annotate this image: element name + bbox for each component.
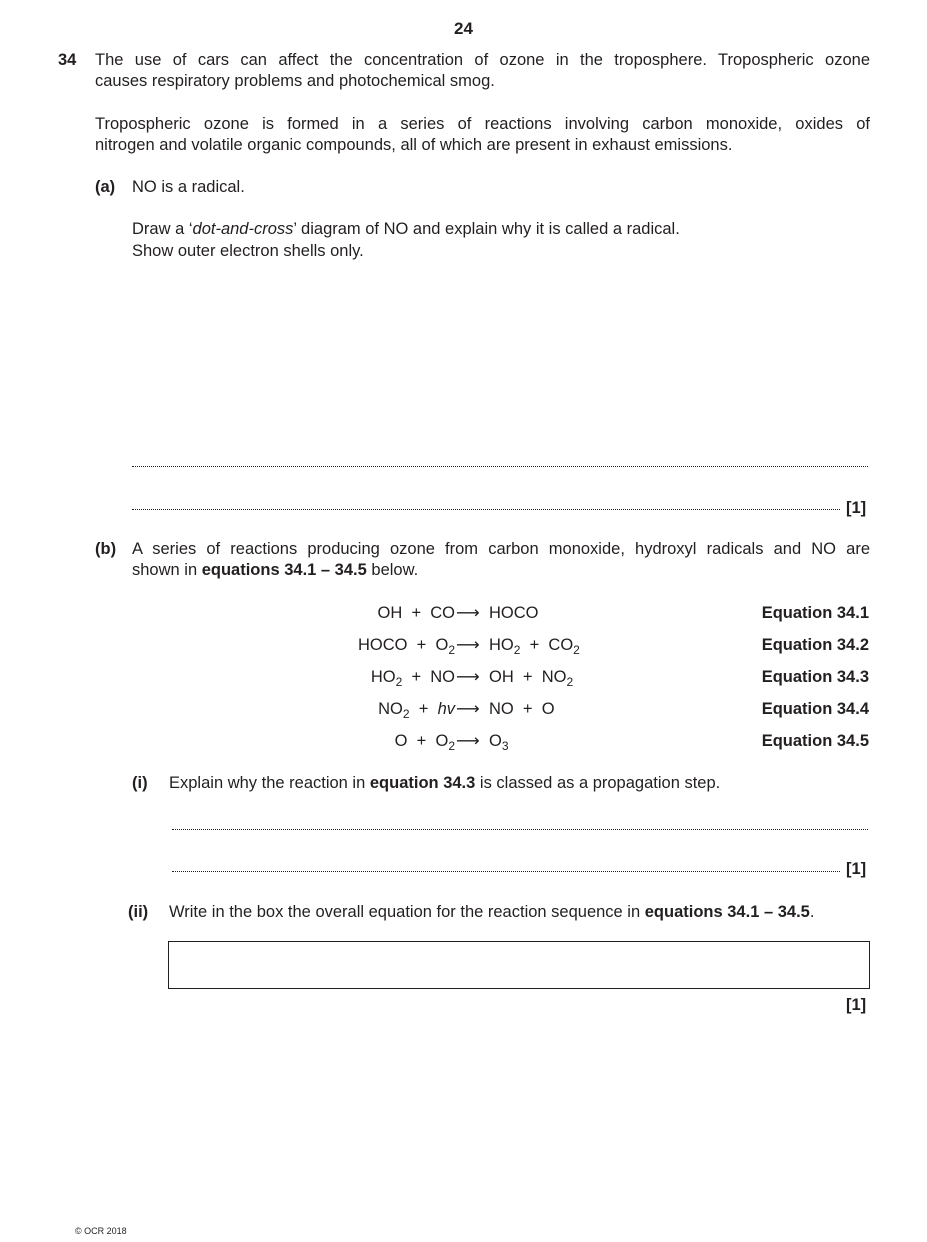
part-b-ii-label: (ii) bbox=[128, 903, 149, 921]
part-b-i-bold: equation 34.3 bbox=[369, 774, 476, 792]
reaction-arrow-icon: ⟶ bbox=[456, 668, 480, 686]
part-b-i-answer-line-2[interactable] bbox=[172, 871, 840, 872]
equation-label: Equation 34.4 bbox=[761, 700, 869, 718]
equation-rhs: OH + $NO_2$ bbox=[489, 668, 574, 689]
part-a-instruction-italic: dot-and-cross bbox=[192, 220, 294, 238]
part-a-statement: NO is a radical. bbox=[132, 178, 245, 196]
part-b-ii-answer-box[interactable] bbox=[168, 941, 870, 989]
part-b-ii-question bbox=[169, 902, 814, 923]
part-b-intro-bold: equations 34.1 – 34.5 bbox=[201, 561, 367, 579]
reaction-arrow-icon: ⟶ bbox=[456, 636, 480, 654]
question-context bbox=[95, 114, 870, 156]
question-intro-line-2: causes respiratory problems and photochemical smog. bbox=[95, 72, 495, 90]
equation-row bbox=[0, 635, 927, 659]
part-b-ii-bold: equations 34.1 – 34.5 bbox=[644, 903, 810, 921]
part-b-intro-line-1: A series of reactions producing ozone from carbon monoxide, hydroxyl radicals and NO are bbox=[132, 540, 870, 558]
equation-rhs: NO + O bbox=[489, 700, 555, 718]
part-b-intro-pre: shown in bbox=[132, 561, 202, 579]
part-a-drawing-area[interactable] bbox=[132, 262, 868, 457]
equation-lhs: $HO_2$ + NO bbox=[370, 668, 455, 689]
part-b-i-label: (i) bbox=[132, 774, 148, 792]
part-b-ii-pre: Write in the box the overall equation for the reaction sequence in bbox=[169, 903, 645, 921]
part-b-i-pre: Explain why the reaction in bbox=[169, 774, 370, 792]
equation-label: Equation 34.1 bbox=[761, 604, 869, 622]
part-a-answer-line-1[interactable] bbox=[132, 466, 868, 467]
part-b-intro-line-2 bbox=[132, 560, 870, 581]
question-intro bbox=[95, 50, 870, 92]
question-context-line-1: Tropospheric ozone is formed in a series of reactions involving carbon monoxide, oxides of bbox=[95, 115, 870, 133]
equation-label: Equation 34.3 bbox=[761, 668, 869, 686]
equation-row bbox=[0, 667, 927, 691]
reaction-arrow-icon: ⟶ bbox=[456, 732, 480, 750]
part-b-i-mark: [1] bbox=[846, 860, 867, 878]
equation-lhs: OH + CO bbox=[377, 604, 455, 622]
equation-rhs: $HO_2 + CO_2$ bbox=[489, 636, 580, 657]
part-a-answer-line-2[interactable] bbox=[132, 509, 840, 510]
part-b-intro bbox=[132, 539, 870, 581]
question-intro-line-1: The use of cars can affect the concentration of ozone in the troposphere. Tropospheric ozone bbox=[95, 51, 870, 69]
equation-row bbox=[0, 731, 927, 755]
part-b-i-post: is classed as a propagation step. bbox=[475, 774, 721, 792]
copyright-footer: © OCR 2018 bbox=[75, 1226, 127, 1236]
equation-lhs: $NO_2$ + hv bbox=[378, 700, 455, 721]
equation-lhs: $O + O_2$ bbox=[394, 732, 455, 753]
part-a-label: (a) bbox=[95, 178, 116, 196]
reaction-arrow-icon: ⟶ bbox=[456, 604, 480, 622]
part-a-instruction-post: ’ diagram of NO and explain why it is called a radical. bbox=[293, 220, 680, 238]
part-b-ii-mark: [1] bbox=[846, 996, 867, 1014]
equation-label: Equation 34.2 bbox=[761, 636, 869, 654]
part-b-label: (b) bbox=[95, 540, 117, 558]
question-number: 34 bbox=[58, 51, 77, 69]
equation-rhs: HOCO bbox=[489, 604, 539, 622]
page-number: 24 bbox=[454, 19, 473, 38]
equation-label: Equation 34.5 bbox=[761, 732, 869, 750]
equation-row bbox=[0, 603, 927, 627]
equation-lhs: HOCO + $O_2$ bbox=[357, 636, 455, 657]
equation-row bbox=[0, 699, 927, 723]
reaction-arrow-icon: ⟶ bbox=[456, 700, 480, 718]
part-a-instruction bbox=[132, 219, 680, 240]
equation-rhs: $O_3$ bbox=[489, 732, 509, 753]
part-b-i-question bbox=[169, 773, 720, 794]
part-b-intro-post: below. bbox=[366, 561, 419, 579]
part-a-mark: [1] bbox=[846, 499, 867, 517]
part-b-ii-post: . bbox=[809, 903, 815, 921]
question-context-line-2: nitrogen and volatile organic compounds, all of which are present in exhaust emissions. bbox=[95, 136, 733, 154]
part-b-i-answer-line-1[interactable] bbox=[172, 829, 868, 830]
part-a-instruction-line-2: Show outer electron shells only. bbox=[132, 242, 364, 260]
part-a-instruction-pre: Draw a ‘ bbox=[132, 220, 193, 238]
